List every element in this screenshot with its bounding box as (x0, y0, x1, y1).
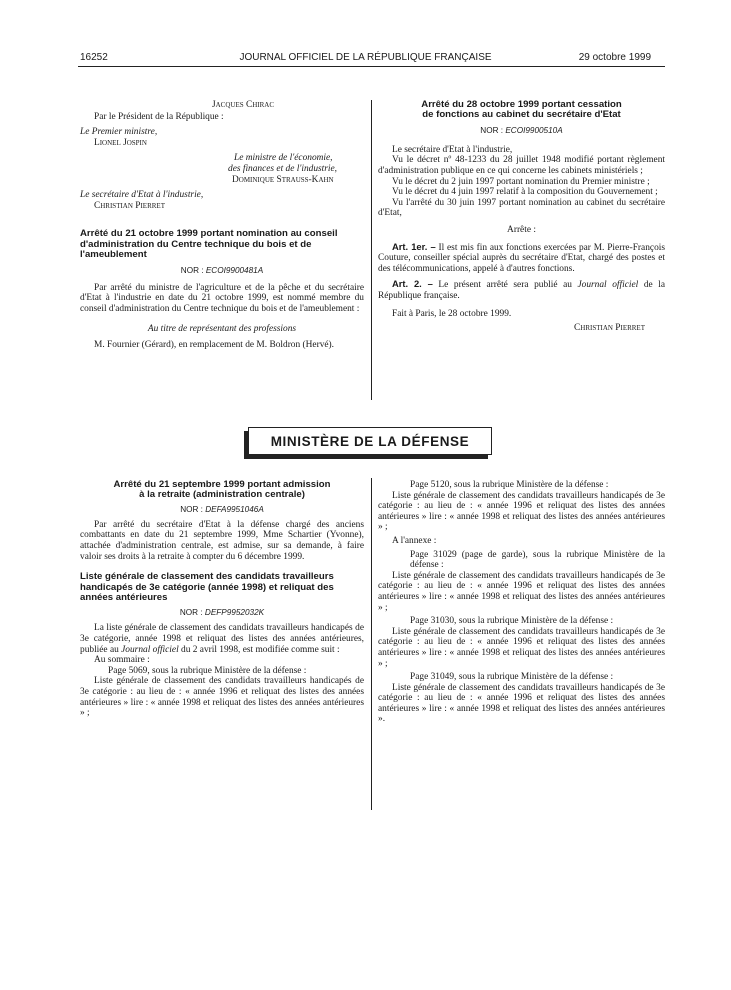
left-column-bottom (80, 480, 364, 719)
arrete-28-oct-arrete: Arrête : (507, 224, 536, 235)
liste-text-31030: Liste générale de classement des candidats travailleurs handicapés de 3e catégorie : au lieu de : « année 1996 et reliquat des listes des années antérieures » lire : « année 1998 et reliquat des listes des années antérieures » ; (378, 626, 665, 669)
secretaire-title: Le secrétaire d'Etat à l'industrie, (80, 190, 204, 201)
arrete-28-oct-fait: Fait à Paris, le 28 octobre 1999. (392, 308, 512, 319)
arrete-28-oct-p1: Le secrétaire d'Etat à l'industrie, (392, 144, 513, 155)
arrete-21-sept-nor: NOR : DEFA9951046A (180, 504, 264, 514)
ministre-economie-name: Dominique Strauss-Kahn (232, 174, 334, 185)
premier-ministre-name: Lionel Jospin (94, 137, 147, 148)
arrete-28-oct-title-line1: Arrêté du 28 octobre 1999 portant cessation (421, 99, 622, 110)
arrete-28-oct-p5: Vu l'arrêté du 30 juin 1997 portant nomination au cabinet du secrétaire d'Etat, (378, 197, 665, 219)
liste-text-31029: Liste générale de classement des candidats travailleurs handicapés de 3e catégorie : au lieu de : « année 1996 et reliquat des listes des années antérieures » lire : « année 1998 et reliquat des listes des années antérieures » ; (378, 570, 665, 613)
arrete-28-oct-title-line2: de fonctions au cabinet du secrétaire d'Etat (422, 109, 621, 121)
signature-president: Jacques Chirac (211, 100, 274, 110)
liste-page-31049: Page 31049, sous la rubrique Ministère de la défense : (410, 672, 614, 683)
liste-title: Liste générale de classement des candidats travailleurs handicapés de 3e catégorie (année 1998) et reliquat des années antérieures (80, 571, 334, 603)
arrete-21-oct-nor: NOR : ECOI9900481A (180, 265, 264, 275)
liste-text-5120: Liste générale de classement des candidats travailleurs handicapés de 3e catégorie : au lieu de : « année 1996 et reliquat des listes des années antérieures » lire : « année 1998 et reliquat des listes des années antérieures » ; (378, 490, 665, 533)
arrete-28-oct-art2: Art. 2. – Le présent arrêté sera publié au Journal officiel de la République française. (378, 278, 666, 301)
page-number: 16252 (80, 52, 108, 63)
journal-title: JOURNAL OFFICIEL DE LA RÉPUBLIQUE FRANÇAISE (239, 52, 492, 63)
right-column-bottom (378, 480, 665, 725)
liste-page-5069: Page 5069, sous la rubrique Ministère de la défense : (108, 665, 307, 676)
liste-text-5069: Liste générale de classement des candidats travailleurs handicapés de 3e catégorie : au lieu de : « année 1996 et reliquat des listes des années antérieures » lire : « année 1998 et reliquat des listes des années antérieures » ; (80, 676, 364, 719)
arrete-28-oct-p3: Vu le décret du 2 juin 1997 portant nomination du Premier ministre ; (392, 176, 650, 187)
arrete-21-sept-title-line1: Arrêté du 21 septembre 1999 portant admission (113, 479, 331, 490)
section-banner (248, 427, 492, 455)
liste-page-31029: Page 31029 (page de garde), sous la rubrique Ministère de la défense : (410, 549, 665, 571)
arrete-21-oct-title: Arrêté du 21 octobre 1999 portant nomination au conseil d'administration du Centre technique du bois et de l'ameublement (80, 228, 338, 261)
liste-page-5120: Page 5120, sous la rubrique Ministère de la défense : (410, 480, 609, 490)
par-le-president: Par le Président de la République : (94, 111, 224, 122)
arrete-28-oct-signature: Christian Pierret (574, 323, 645, 334)
premier-ministre-title: Le Premier ministre, (80, 127, 158, 138)
arrete-21-oct-body: Par arrêté du ministre de l'agriculture et de la pêche et du secrétaire d'Etat à l'industrie en date du 21 octobre 1999, est nommé membre du conseil d'administration du Centre technique du bois et de l'ameublement : (80, 282, 364, 314)
section-title: MINISTÈRE DE LA DÉFENSE (270, 433, 470, 449)
secretaire-name: Christian Pierret (94, 200, 165, 211)
ministre-economie-line1: Le ministre de l'économie, (234, 153, 333, 164)
header-date: 29 octobre 1999 (578, 52, 651, 63)
header-rule (78, 66, 665, 67)
column-divider-bottom (371, 478, 372, 810)
column-divider-top (371, 100, 372, 400)
arrete-28-oct-p4: Vu le décret du 4 juin 1997 relatif à la composition du Gouvernement ; (392, 187, 658, 198)
ministre-economie-line2: des finances et de l'industrie, (228, 163, 338, 174)
arrete-28-oct-nor: NOR : ECOI9900510A (480, 125, 563, 135)
arrete-28-oct-p2: Vu le décret nº 48-1233 du 28 juillet 1948 modifié portant règlement d'administration publique en ce qui concerne les cabinets ministériels ; (378, 155, 665, 176)
arrete-21-oct-nomination: M. Fournier (Gérard), en remplacement de M. Boldron (Hervé). (94, 339, 335, 350)
liste-page-31030: Page 31030, sous la rubrique Ministère de la défense : (410, 616, 614, 627)
arrete-21-sept-title-line2: à la retraite (administration centrale) (139, 489, 305, 501)
right-column-top (378, 100, 665, 334)
arrete-21-oct-au-titre: Au titre de représentant des professions (147, 324, 297, 335)
left-column-top (80, 100, 364, 351)
arrete-21-sept-body: Par arrêté du secrétaire d'Etat à la défense chargé des anciens combattants en date du 21 septembre 1999, Mme Schartier (Yvonne), attachée d'administration centrale, est admise, sur sa demande, à faire valoir ses droits à la retraite à compter du 6 décembre 1999. (80, 519, 364, 562)
liste-text-31049: Liste générale de classement des candidats travailleurs handicapés de 3e catégorie : au lieu de : « année 1996 et reliquat des listes des années antérieures » lire : « année 1998 et reliquat des listes des années antérieures ». (378, 682, 665, 725)
liste-intro: La liste générale de classement des candidats travailleurs handicapés de 3e catégorie, année 1998 et reliquat des listes des années antérieures, publiée au Journal officiel du 2 avril 1998, est modifiée comme suit : (80, 623, 364, 655)
liste-au-sommaire: Au sommaire : (94, 655, 150, 666)
arrete-28-oct-art1: Art. 1er. – Il est mis fin aux fonctions exercées par M. Pierre-François Couture, conseiller spécial auprès du secrétaire d'Etat, chargé des postes et des télécommunications, appelé à d'autres fonctions. (378, 240, 666, 274)
liste-a-lannexe: A l'annexe : (392, 535, 437, 546)
liste-nor: NOR : DEFP9952032K (179, 608, 265, 618)
